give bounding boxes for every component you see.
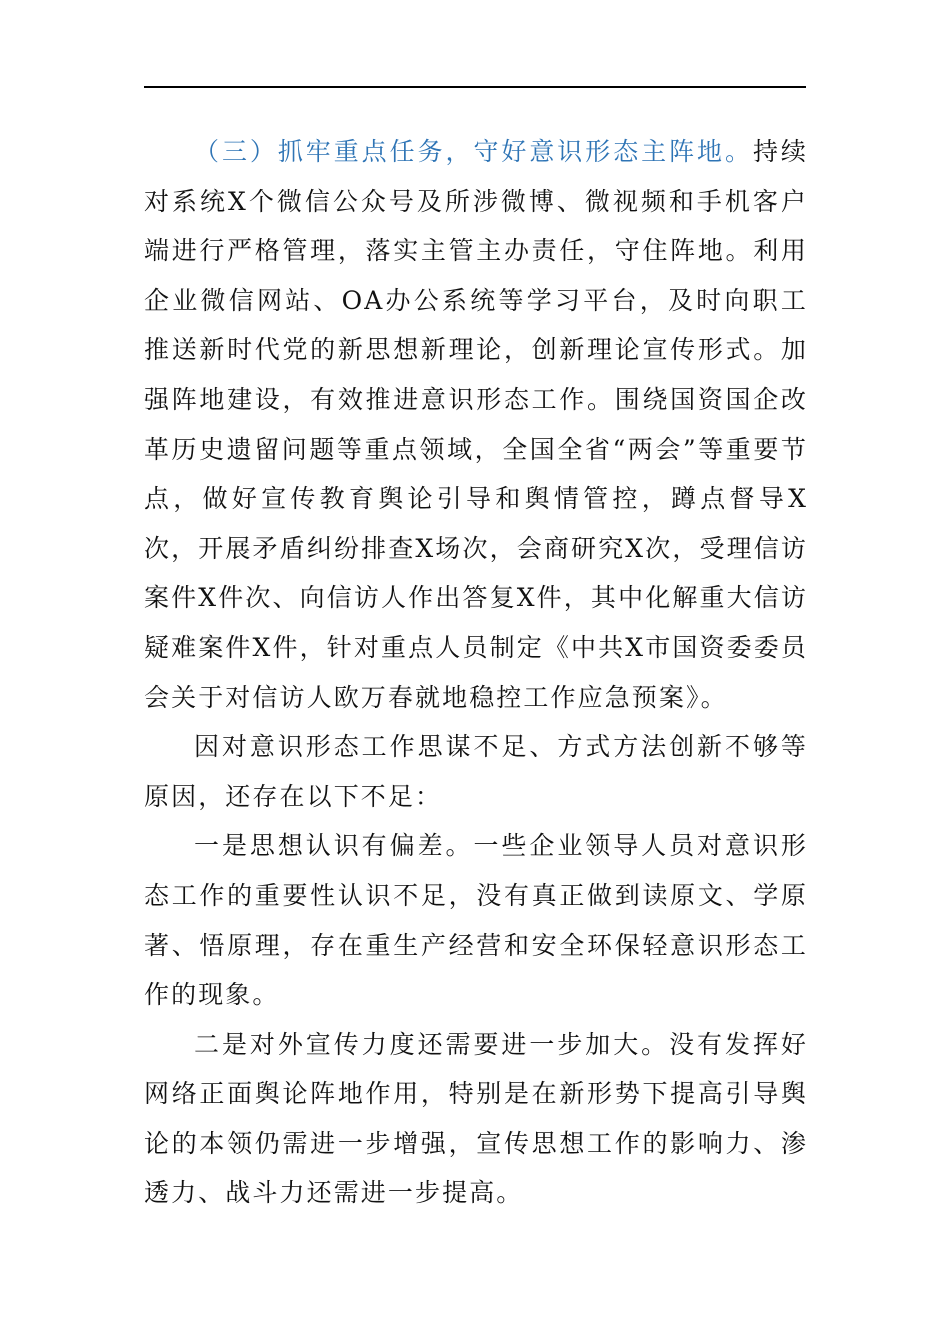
paragraph-text: 持续对系统X个微信公众号及所涉微博、微视频和手机客户端进行严格管理，落实主管主办责任，守住阵地。利用企业微信网站、OA办公系统等学习平台，及时向职工推送新时代党的新思想新理论，创新理论宣传形式。加强阵地建设，有效推进意识形态工作。围绕国资国企改革历史遗留问题等重点领域，全国全省“两会”等重要节点，做好宣传教育舆论引导和舆情管控，蹲点督导X次，开展矛盾纠纷排查X场次，会商研究X次，受理信访案件X件次、向信访人作出答复X件，其中化解重大信访疑难案件X件，针对重点人员制定《中共X市国资委委员会关于对信访人欧万春就地稳控工作应急预案》。 [144,137,808,712]
paragraph-section-three [144,127,808,722]
header-rule [144,86,806,88]
paragraph-point-one: 一是思想认识有偏差。一些企业领导人员对意识形态工作的重要性认识不足，没有真正做到读原文、学原著、悟原理，存在重生产经营和安全环保轻意识形态工作的现象。 [144,831,808,1010]
section-heading: （三）抓牢重点任务，守好意识形态主阵地。 [194,137,753,166]
paragraph-point-two: 二是对外宣传力度还需要进一步加大。没有发挥好网络正面舆论阵地作用，特别是在新形势下提高引导舆论的本领仍需进一步增强，宣传思想工作的影响力、渗透力、战斗力还需进一步提高。 [144,1029,808,1208]
paragraph-shortcomings-intro: 因对意识形态工作思谋不足、方式方法创新不够等原因，还存在以下不足： [144,732,808,811]
document-body [144,127,808,1218]
